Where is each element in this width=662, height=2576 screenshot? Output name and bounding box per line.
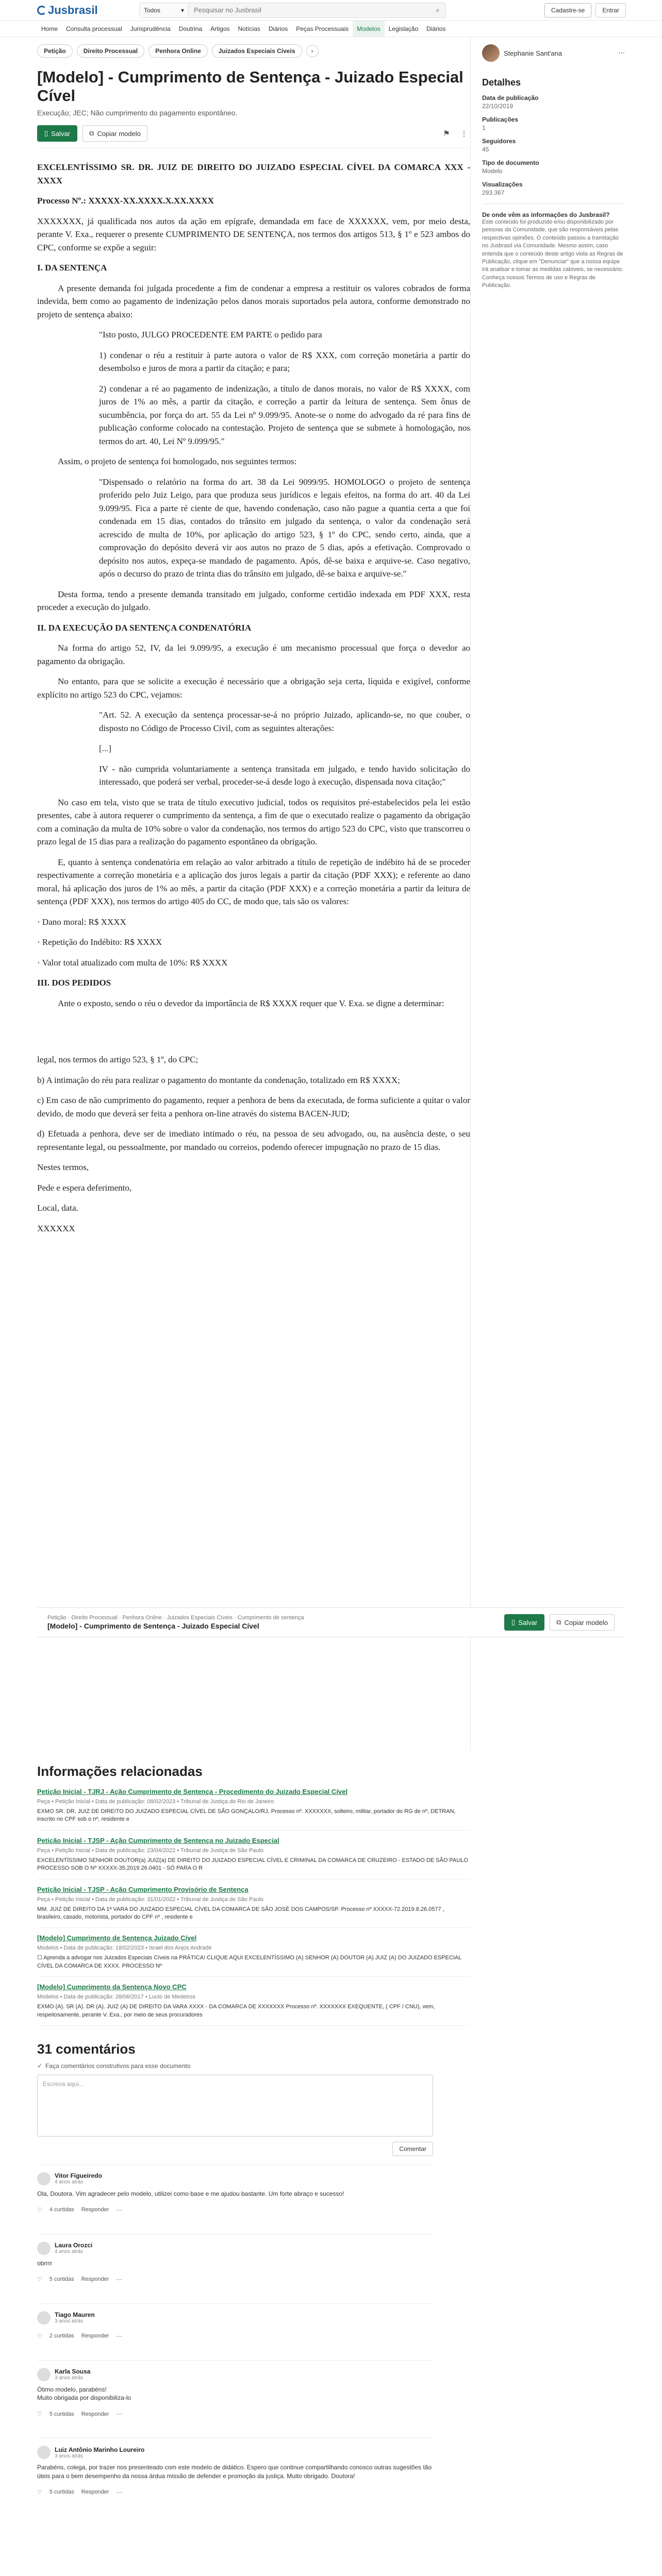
related-meta: Peça • Petição Inicial • Data de publicação: 23/04/2022 • Tribunal de Justiça de São Paulo: [37, 1847, 264, 1854]
main-nav: [0, 21, 662, 37]
related-excerpt: EXCELENTÍSSIMO SENHOR DOUTOR(a) JUIZ(a) DE DIREITO DO JUIZADO ESPECIAL CÍVEL E CRIMINAL DA COMARCA DE CRUZEIRO - ESTADO DE SÃO PAULO PROCESSO SOB O Nº XXXXX-35.2019.26.0401 - SÓ PARA O R: [37, 1857, 468, 1872]
comment-item: [37, 2438, 433, 2516]
doc-quote: IV - não cumprida voluntariamente a sentença transitada em julgado, e tendo havido solicitação do interessado, que poderá ser verbal, proceder-se-á desde logo à execução, dispensada nova citação;": [99, 764, 470, 787]
like-count: 5 curtidas: [49, 2411, 74, 2417]
author-card[interactable]: [482, 44, 625, 62]
more-options-icon[interactable]: ⋯: [116, 2276, 122, 2283]
more-options-icon[interactable]: ⋯: [116, 2489, 122, 2496]
detail-label: Seguidores: [482, 138, 516, 145]
reply-button[interactable]: Responder: [81, 2276, 109, 2282]
section-heading: I. DA SENTENÇA: [37, 263, 107, 273]
avatar: [37, 2311, 51, 2325]
bookmark-icon[interactable]: ⚑: [443, 129, 450, 139]
doc-paragraph: legal, nos termos do artigo 523, § 1º, do CPC;: [37, 1055, 198, 1065]
related-section: [0, 1764, 662, 2026]
comment-date: 3 anos atrás: [55, 2453, 84, 2459]
search-icon[interactable]: ⌕: [436, 6, 440, 14]
related-title[interactable]: Petição Inicial - TJSP - Ação Cumprimento Provisório de Sentença: [37, 1885, 249, 1893]
search-category-label: Todos: [144, 6, 161, 14]
doc-paragraph: d) Efetuada a penhora, deve ser de imediato intimado o réu, na pessoa de seu advogado, ou, na ausência deste, o seu representante legal, ou pessoalmente, por mandado ou correios, podendo oferecer impugnação no prazo de 15 dias.: [37, 1129, 470, 1152]
nav-modelos[interactable]: Modelos: [353, 21, 384, 37]
more-options-icon[interactable]: ⋮: [460, 129, 468, 139]
breadcrumb-chip[interactable]: Direito Processual: [77, 44, 144, 58]
comment-item: [37, 2164, 433, 2234]
section-heading: III. DOS PEDIDOS: [37, 978, 111, 988]
chevron-right-icon[interactable]: ›: [306, 45, 319, 57]
like-icon[interactable]: ♡: [37, 2411, 42, 2418]
nav-noticias[interactable]: Notícias: [238, 25, 260, 32]
related-excerpt: EXMO (A). SR (A). DR (A). JUIZ (A) DE DIREITO DA VARA XXXX - DA COMARCA DE XXXXXXX Processo nº. XXXXXXX EXEQUENTE, ( CPF / CNU), vem, respeitosamente, perante V. Exa., por meio de seus procuradores: [37, 2004, 435, 2018]
detail-label: Visualizações: [482, 181, 523, 188]
comment-text: Ótimo modelo, parabéns! Muito obrigada por disponibiliza-lo: [37, 2385, 131, 2402]
sidebar: [470, 37, 625, 1750]
copy-icon: ⧉: [89, 129, 94, 138]
comment-text: obrrrr: [37, 2259, 53, 2267]
doc-value: · Repetição do Indébito: R$ XXXX: [37, 937, 162, 947]
more-options-icon[interactable]: ⋯: [116, 2411, 122, 2418]
related-heading: Informações relacionadas: [37, 1764, 203, 1779]
nav-doutrina[interactable]: Doutrina: [178, 25, 203, 32]
list-item[interactable]: [37, 1788, 470, 1831]
avatar: [482, 44, 500, 62]
doc-paragraph: c) Em caso de não cumprimento do pagamento, requer a penhora de bens da executada, de forma suficiente a quitar o valor devido, de modo que deverá ser feita a penhora on-line através do sistema BACEN-JUD;: [37, 1095, 470, 1118]
detail-value: Modelo: [482, 167, 503, 175]
comment-author[interactable]: Karla Sousa: [55, 2368, 91, 2375]
detail-value: 45: [482, 146, 489, 153]
comment-date: 4 anos atrás: [55, 2249, 84, 2255]
doc-paragraph: E, quanto à sentença condenatória em relação ao valor arbitrado a título de repetição de indébito há de se proceder respectivamente a correção monetária e a aplicação dos juros legais a partir da citação (PDF XXX); e referente ao dano moral, há aplicação dos juros de 1% ao mês, a partir da citação (PDF XXX) e a correção monetária a partir da leitura de sentença (PDF XXX), nos termos do artigo 405 do CC, de modo que, tais são os valores:: [37, 857, 470, 907]
copy-label: Copiar modelo: [97, 129, 141, 138]
bookmark-icon: ▯: [511, 1618, 516, 1626]
related-meta: Modelos • Data de publicação: 28/06/2017 • Lucio de Medeiros: [37, 1994, 195, 2001]
breadcrumb-chip[interactable]: Penhora Online: [148, 44, 208, 58]
comments-heading: 31 comentários: [37, 2041, 136, 2057]
doc-value: · Dano moral: R$ XXXX: [37, 917, 126, 927]
sticky-spacer: [37, 1017, 470, 1053]
comment-item: [37, 2303, 433, 2360]
like-count: 5 curtidas: [49, 2276, 74, 2282]
author-name: Stephanie Sant'ana: [504, 49, 562, 57]
avatar: [37, 2242, 51, 2255]
comment-date: 4 anos atrás: [55, 2179, 84, 2185]
login-button[interactable]: Entrar: [595, 3, 626, 18]
nav-jurisprudencia[interactable]: Jurisprudência: [130, 25, 171, 32]
nav-consulta[interactable]: Consulta processual: [66, 25, 122, 32]
doc-paragraph: No caso em tela, visto que se trata de título executivo judicial, todos os requisitos pré-estabelecidos pela lei estão presentes, cabe à autora requerer o cumprimento da sentença, a fim de que o executado realize o pagamento da obrigação com a cominação da multa de 10% sobre o valor da condenação, nos termos do artigo 523 do CPC, visto que transcorreu o prazo legal de 15 dias para a realização do pagamento espontâneo da obrigação.: [37, 797, 470, 847]
related-title[interactable]: [Modelo] Cumprimento de Sentença Juizado Cível: [37, 1934, 197, 1942]
like-icon[interactable]: ♡: [37, 2276, 42, 2283]
avatar: [37, 2446, 51, 2459]
list-item[interactable]: [37, 1886, 470, 1928]
list-item[interactable]: [37, 1837, 470, 1879]
save-label: Salvar: [51, 129, 71, 138]
note-text: Faça comentários construtivos para esse documento: [45, 2062, 191, 2070]
copy-label: Copiar modelo: [564, 1618, 608, 1626]
nav-pecas[interactable]: Peças Processuais: [296, 25, 349, 32]
detail-value: 293.367: [482, 189, 505, 196]
sticky-title-bar: [37, 1607, 625, 1637]
logo-icon: [37, 6, 46, 15]
like-icon[interactable]: ♡: [37, 2207, 42, 2213]
related-title[interactable]: Petição Inicial - TJRJ - Ação Cumprimento de Sentença - Procedimento do Juizado Especial Cível: [37, 1788, 347, 1795]
comment-text: Ola, Doutora. Vim agradecer pelo modelo, utilizei como base e me ajudou bastante. Um forte abraço e sucesso!: [37, 2190, 344, 2197]
comment-text: Parabéns, colega, por trazer nos presenteado com este modelo de didático. Espero que continue compartilhando conosco outras sugestões tão úteis para o bem desempenho da nossa árdua missão de defender e promoção da justiça. Muito obrigado. Doutora!: [37, 2464, 432, 2480]
breadcrumb-chip[interactable]: Petição: [37, 44, 73, 58]
detail-label: Publicações: [482, 116, 519, 123]
sticky-copy-button[interactable]: [550, 1614, 615, 1631]
sticky-save-button[interactable]: [504, 1614, 544, 1631]
doc-quote: [...]: [99, 743, 112, 754]
related-excerpt: ☐ Aprenda a advogar nos Juizados Especiais Cíveis na PRÁTICA! CLIQUE AQUI EXCELENTÍSSIMO (A) SENHOR (A) DOUTOR (A) JUIZ (A) DO JUIZADO ESPECIAL CÍVEL DA COMARCA DE XXXX. PROCESSO Nº: [37, 1955, 461, 1969]
doc-quote: "Art. 52. A execução da sentença processar-se-á no próprio Juizado, aplicando-se, no que couber, o disposto no Código de Processo Civil, com as seguintes alterações:: [99, 710, 470, 733]
section-heading: II. DA EXECUÇÃO DA SENTENÇA CONDENATÓRIA: [37, 622, 252, 633]
like-count: 4 curtidas: [49, 2207, 74, 2213]
doc-paragraph: Local, data.: [37, 1203, 78, 1213]
logo-text: Jusbrasil: [48, 3, 98, 16]
document-main: [37, 37, 470, 1750]
related-meta: Modelos • Data de publicação: 18/02/2023 • Israel dos Anjos Andrade: [37, 1945, 212, 1952]
doc-paragraph: Ante o exposto, sendo o réu o devedor da importância de R$ XXXX requer que V. Exa. se digne a determinar:: [58, 998, 444, 1008]
doc-paragraph: Pede e espera deferimento,: [37, 1182, 132, 1193]
page-title: [Modelo] - Cumprimento de Sentença - Juizado Especial Cível: [37, 68, 464, 105]
detail-value: 1: [482, 124, 486, 131]
avatar: [37, 2368, 51, 2381]
comment-submit-button[interactable]: Comentar: [392, 2142, 433, 2156]
logo[interactable]: [37, 4, 130, 17]
sticky-title: [Modelo] - Cumprimento de Sentença - Juizado Especial Cível: [47, 1622, 259, 1630]
nav-legislacao[interactable]: Legislação: [388, 25, 418, 32]
comments-section: [0, 2041, 470, 2516]
doc-paragraph: Na forma do artigo 52, IV, da lei 9.099/95, a execução é um mecanismo processual que força o devedor ao pagamento da obrigação.: [37, 643, 470, 666]
reply-button[interactable]: Responder: [81, 2207, 109, 2213]
list-item[interactable]: [37, 1983, 470, 2026]
reply-button[interactable]: Responder: [81, 2411, 109, 2417]
doc-paragraph: Assim, o projeto de sentença foi homologado, nos seguintes termos:: [58, 456, 297, 467]
doc-quote: "Isto posto, JULGO PROCEDENTE EM PARTE o pedido para: [99, 330, 322, 340]
related-excerpt: EXMO SR. DR. JUIZ DE DIREITO DO JUIZADO ESPECIAL CÍVEL DE SÃO GONÇALO/RJ. Processo nº. XXXXXXX, solteiro, militar, portador do RG de nº, DETRAN, inscrito no CPF sob o nº, residente e: [37, 1808, 456, 1823]
save-label: Salvar: [518, 1618, 538, 1626]
doc-paragraph: XXXXXXX, já qualificada nos autos da ação em epígrafe, demandada em face de XXXXXX, vem, por meio desta, perante V. Exa., requerer o presente CUMPRIMENTO DE SENTENÇA, nos termos dos artigos 513, § 1º e 523 ambos do CPC, conforme se expõe a seguir:: [37, 216, 470, 252]
like-icon[interactable]: ♡: [37, 2333, 42, 2340]
like-count: 2 curtidas: [49, 2333, 74, 2339]
doc-process: Processo Nº.: XXXXX-XX.XXXX.X.XX.XXXX: [37, 196, 214, 206]
comments-note: [37, 2062, 433, 2070]
comment-author[interactable]: Luiz Antônio Marinho Loureiro: [55, 2446, 145, 2453]
nav-home[interactable]: Home: [41, 25, 58, 32]
detail-label: Data de publicação: [482, 94, 539, 101]
comment-author[interactable]: Vitor Figueiredo: [55, 2172, 102, 2180]
related-meta: Peça • Petição Inicial • Data de publicação: 31/01/2022 • Tribunal de Justiça de São Paulo: [37, 1896, 264, 1903]
doc-quote: "Dispensado o relatório na forma do art. 38 da Lei 9099/95. HOMOLOGO o projeto de sentença proferido pelo Juiz Leigo, para que produza seus jurídicos e legais efeitos, na forma do art. 40 da Lei 9.099/95. Fica a parte ré ciente de que, havendo condenação, caso não pague a quantia certa a que foi condenada em 15 dias, contados do trânsito em julgado da sentença, o valor da condenação será acrescido de multa de 10%, por aplicação do artigo 523, § 1º do CPC, sendo certo, ainda, que a comprovação do depósito deverá vir aos autos no prazo de 5 dias, após a efetivação. Comprovado o depósito nos autos, expeça-se mandado de pagamento. Após, dê-se baixa e arquive-se. Caso negativo, após o decurso do prazo de trinta dias do trânsito em julgado, dê-se baixa e arquive-se.": [99, 477, 470, 579]
search-input[interactable]: [189, 3, 430, 18]
copy-template-button[interactable]: [82, 125, 147, 142]
nav-diarios[interactable]: Diários: [268, 25, 288, 32]
chevron-down-icon: ▾: [180, 6, 184, 14]
comment-item: [37, 2234, 433, 2303]
breadcrumb-chip[interactable]: Juizados Especiais Cíveis: [212, 44, 302, 58]
search-category-select[interactable]: [140, 3, 189, 18]
search-bar: [139, 3, 446, 18]
nav-artigos[interactable]: Artigos: [210, 25, 230, 32]
related-meta: Peça • Petição Inicial • Data de publicação: 08/02/2023 • Tribunal de Justiça do Rio de Janeiro: [37, 1799, 274, 1805]
comment-author[interactable]: Laura Orozci: [55, 2242, 93, 2249]
comment-date: 3 anos atrás: [55, 2375, 84, 2381]
breadcrumb: [37, 44, 470, 58]
like-icon[interactable]: ♡: [37, 2489, 42, 2496]
doc-quote: 1) condenar o réu a restituir à parte autora o valor de R$ XXX, com correção monetária a partir do desembolso e juros de mora a partir da citação; e para;: [99, 350, 470, 374]
copy-icon: ⧉: [556, 1618, 561, 1626]
detail-value: 22/10/2019: [482, 103, 514, 110]
more-options-icon[interactable]: ⋯: [116, 2333, 122, 2340]
related-title[interactable]: [Modelo] Cumprimento da Sentença Novo CPC: [37, 1983, 187, 1991]
check-icon: ✓: [37, 2062, 43, 2070]
document-body: [37, 148, 470, 1235]
comment-input[interactable]: Escreva aqui...: [37, 2075, 433, 2137]
doc-value: · Valor total atualizado com multa de 10%: R$ XXXX: [37, 957, 228, 968]
doc-header: EXCELENTÍSSIMO SR. DR. JUIZ DE DIREITO DO JUIZADO ESPECIAL CÍVEL DA COMARCA XXX - XXXX: [37, 162, 470, 185]
top-bar: [0, 0, 662, 21]
info-heading: De onde vêm as informações do Jusbrasil?: [482, 211, 610, 218]
like-count: 5 curtidas: [49, 2489, 74, 2496]
more-icon[interactable]: ⋯: [618, 49, 625, 57]
comment-date: 3 anos atrás: [55, 2318, 84, 2324]
doc-paragraph: Desta forma, tendo a presente demanda transitado em julgado, conforme certidão indexada em PDF XXX, resta proceder a execução do julgado.: [37, 589, 470, 613]
related-excerpt: MM. JUIZ DE DIREITO DA 1ª VARA DO JUIZADO ESPECIAL CÍVEL DA COMARCA DE SÃO JOSÉ DOS CAMPOS/SP. Processo nº XXXXX-72.2019.8.26.0577 , brasileiro, casado, motorista, portador do CPF nº , residente e: [37, 1906, 444, 1920]
more-options-icon[interactable]: ⋯: [116, 2207, 122, 2213]
doc-paragraph: Nestes termos,: [37, 1162, 89, 1173]
doc-quote: 2) condenar a ré ao pagamento de indenização, a título de danos morais, no valor de R$ XXXX, com juros de 1% ao mês, a partir da citação, e correção a partir da leitura de sentença. Sem ônus de sucumbência, por força do art. 55 da Lei nº 9.099/95. Anote-se o nome do advogado da ré para fins de publicação conforme colocado na contestação. Projeto de sentença que se submete à homologação, nos termos do art. 40, Lei Nº 9.099/95.": [99, 383, 470, 446]
sticky-breadcrumb: Petição · Direito Processual · Penhora Online · Juizados Especiais Cíveis · Cumprimento de sentença: [47, 1615, 304, 1621]
related-title[interactable]: Petição Inicial - TJSP - Ação Cumprimento de Sentença no Juizado Especial: [37, 1836, 279, 1844]
comment-item: [37, 2360, 433, 2438]
doc-paragraph: b) A intimação do réu para realizar o pagamento do montante da condenação, totalizado em R$ XXXX;: [37, 1075, 400, 1085]
bookmark-icon: ▯: [44, 129, 48, 138]
doc-paragraph: No entanto, para que se solicite a execução é necessário que a obrigação seja certa, líquida e exigível, conforme explícito no artigo 523 do CPC, vejamos:: [37, 676, 470, 700]
details-heading: Detalhes: [482, 77, 521, 88]
comment-author[interactable]: Tiago Mauren: [55, 2311, 95, 2318]
page-subtitle: Execução; JEC; Não cumprimento do pagamento espontâneo.: [37, 109, 238, 117]
avatar: [37, 2172, 51, 2185]
reply-button[interactable]: Responder: [81, 2333, 109, 2339]
signup-button[interactable]: Cadastre-se: [544, 3, 591, 18]
info-text: Este conteúdo foi produzido e/ou disponibilizado por pessoas da Comunidade, que são responsáveis pelas respectivas opiniões. O conteúdo passou a tramitação no Jusbrasil via Comunidade. Mesmo assim, caso entenda que o conteúdo deste artigo viola as Regras de Publicação, clique em "Denunciar" que a nossa equipe irá analisar e tomar as medidas cabíveis, se necessário. Conheça nossos Termos de uso e Regras de Publicação.: [482, 219, 623, 289]
nav-diarios-2[interactable]: Diários: [426, 25, 446, 32]
reply-button[interactable]: Responder: [81, 2489, 109, 2496]
doc-paragraph: XXXXXX: [37, 1223, 75, 1233]
save-button[interactable]: [37, 125, 77, 142]
detail-label: Tipo de documento: [482, 159, 539, 166]
list-item[interactable]: [37, 1934, 470, 1977]
doc-paragraph: A presente demanda foi julgada procedente a fim de condenar a empresa a restituir os valores cobrados de forma indevida, bem como ao pagamento de indenização pelos danos morais suportados pela autora, conforme demonstrado no projeto de sentença abaixo:: [37, 283, 470, 319]
